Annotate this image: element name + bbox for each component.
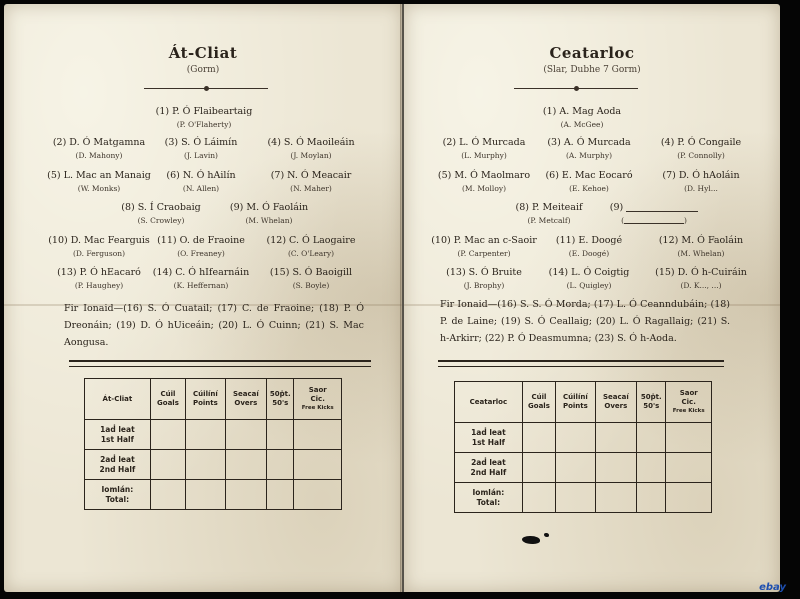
- table-cell[interactable]: [225, 480, 266, 510]
- player-1: (1) P. Ó Flaibeartaig (P. O'Flaherty): [155, 106, 253, 129]
- player-5: (5) M. Ó Maolmaro (M. Molloy): [437, 170, 531, 193]
- player-14: (14) C. Ó hIfearnáin (K. Heffernan): [152, 267, 250, 290]
- table-cell[interactable]: [522, 483, 555, 513]
- player-5: (5) L. Mac an Manaig (W. Monks): [47, 170, 151, 193]
- header-overs: Seacaí Overs: [595, 382, 636, 423]
- substitutes-list: Fir Ionaid—(16) S. Ó Cuatail; (17) C. de Fraoine; (18) P. Ó Dreonáin; (19) D. Ó hUiceáin; (20) L. Ó Cuinn; (21) S. Mac Aongusa.: [64, 303, 364, 348]
- section-divider: [69, 360, 371, 367]
- title-divider: [144, 88, 268, 89]
- ink-stain: [522, 536, 540, 544]
- table-cell[interactable]: [267, 450, 294, 480]
- player-4: (4) P. Ó Congaile (P. Connolly): [660, 137, 742, 160]
- table-cell[interactable]: [556, 453, 595, 483]
- player-14: (14) L. Ó Coigtig (L. Quigley): [548, 267, 630, 290]
- player-13: (13) S. Ó Bruite (J. Brophy): [446, 267, 522, 290]
- table-cell[interactable]: [666, 483, 712, 513]
- table-cell[interactable]: [294, 420, 342, 450]
- table-cell[interactable]: [225, 420, 266, 450]
- table-team-label: Át-Cliat: [85, 379, 151, 420]
- table-row: [455, 423, 712, 453]
- row-label: 1aḋ leat 1st Half: [85, 420, 151, 450]
- table-row: [455, 453, 712, 483]
- table-team-label: Ceatarloc: [455, 382, 523, 423]
- player-12: (12) C. Ó Laogaire (C. O'Leary): [266, 235, 356, 258]
- table-cell[interactable]: [186, 450, 225, 480]
- table-cell[interactable]: [225, 450, 266, 480]
- substitutes-list: Fir Ionaid—(16) S. S. Ó Morda; (17) L. Ó Ceanndubáin; (18) P. de Laine; (19) S. Ó Ceallaig; (20) L. Ó Ragallaig; (21) S. h-Arkirr; (22) P. Ó Deasmumna; (23) S. Ó h-Aoda.: [440, 299, 730, 344]
- player-6: (6) N. Ó hAilín (N. Allen): [166, 170, 236, 193]
- section-divider: [438, 360, 724, 367]
- table-cell[interactable]: [294, 450, 342, 480]
- table-cell[interactable]: [666, 423, 712, 453]
- table-cell[interactable]: [267, 420, 294, 450]
- table-cell[interactable]: [595, 453, 636, 483]
- right-page: [404, 4, 780, 592]
- player-2: (2) L. Ó Murcada (L. Murphy): [442, 137, 526, 160]
- player-1: (1) A. Mag Aoda (A. McGee): [542, 106, 622, 129]
- table-cell[interactable]: [595, 423, 636, 453]
- team-colours-carlow: (Slar, Dubhe 7 Gorm): [543, 65, 641, 75]
- player-13: (13) P. Ó hEacaró (P. Haughey): [57, 267, 141, 290]
- header-fifties: 50ṗt. 50's: [637, 382, 666, 423]
- header-free-kicks: Saor Cic. Free Kicks: [666, 382, 712, 423]
- player-6: (6) E. Mac Eocaró (E. Kehoe): [545, 170, 633, 193]
- table-cell[interactable]: [522, 423, 555, 453]
- row-label: 1aḋ leat 1st Half: [455, 423, 523, 453]
- row-label: 2aḋ leat 2nd Half: [455, 453, 523, 483]
- player-7: (7) N. Ó Meacair (N. Maher): [270, 170, 352, 193]
- header-points: Cúilíní Points: [556, 382, 595, 423]
- player-10: (10) P. Mac an c-Saoir (P. Carpenter): [431, 235, 537, 258]
- table-cell[interactable]: [637, 423, 666, 453]
- player-11: (11) E. Doogé (E. Doogé): [555, 235, 623, 258]
- table-cell[interactable]: [556, 423, 595, 453]
- player-15: (15) D. Ó h-Cuiráin (D. K..., ...): [655, 267, 747, 290]
- ink-stain: [544, 533, 549, 537]
- header-points: Cúilíní Points: [186, 379, 225, 420]
- team-colours-dublin: (Gorm): [186, 65, 220, 75]
- player-15: (15) S. Ó Baoigill (S. Boyle): [269, 267, 353, 290]
- table-cell[interactable]: [666, 453, 712, 483]
- table-cell[interactable]: [294, 480, 342, 510]
- title-divider: [514, 88, 638, 89]
- player-3: (3) S. Ó Láimín (J. Lavin): [164, 137, 238, 160]
- table-cell[interactable]: [150, 420, 185, 450]
- team-title-dublin: Át-Cliat: [168, 44, 238, 62]
- watermark-logo: ebay: [759, 582, 786, 593]
- table-row: [85, 450, 342, 480]
- header-free-kicks: Saor Cic. Free Kicks: [294, 379, 342, 420]
- player-10: (10) D. Mac Fearguis (D. Ferguson): [48, 235, 150, 258]
- table-cell[interactable]: [150, 450, 185, 480]
- player-2: (2) D. Ó Matgamna (D. Mahony): [52, 137, 146, 160]
- table-cell[interactable]: [637, 453, 666, 483]
- table-cell[interactable]: [637, 483, 666, 513]
- player-7: (7) D. Ó hAoláin (D. Hyl...: [662, 170, 740, 193]
- player-8: (8) S. Í Craobaig (S. Crowley): [121, 202, 201, 225]
- player-3: (3) A. Ó Murcada (A. Murphy): [547, 137, 631, 160]
- table-cell[interactable]: [556, 483, 595, 513]
- table-cell[interactable]: [267, 480, 294, 510]
- table-row: [85, 480, 342, 510]
- table-cell[interactable]: [522, 453, 555, 483]
- score-table-carlow: [454, 381, 712, 513]
- left-page: [4, 4, 402, 592]
- header-goals: Cúil Goals: [522, 382, 555, 423]
- header-goals: Cúil Goals: [150, 379, 185, 420]
- row-label: Iomlán: Total:: [455, 483, 523, 513]
- player-11: (11) O. de Fraoine (O. Freaney): [157, 235, 245, 258]
- player-8: (8) P. Meiteaif (P. Metcalf): [515, 202, 583, 225]
- player-12: (12) M. Ó Faoláin (M. Whelan): [658, 235, 744, 258]
- team-title-carlow: Ceatarloc: [549, 44, 635, 62]
- table-row: [85, 420, 342, 450]
- table-cell[interactable]: [186, 480, 225, 510]
- table-cell[interactable]: [150, 480, 185, 510]
- player-9: (9) M. Ó Faoláin (M. Whelan): [229, 202, 309, 225]
- table-cell[interactable]: [595, 483, 636, 513]
- table-row: [455, 483, 712, 513]
- row-label: Iomlán: Total:: [85, 480, 151, 510]
- header-fifties: 50ṗt. 50's: [267, 379, 294, 420]
- row-label: 2aḋ leat 2nd Half: [85, 450, 151, 480]
- score-table-dublin: [84, 378, 342, 510]
- player-9: (9) ( ): [579, 202, 729, 225]
- table-cell[interactable]: [186, 420, 225, 450]
- player-4: (4) S. Ó Maoileáin (J. Moylan): [267, 137, 355, 160]
- header-overs: Seacaí Overs: [225, 379, 266, 420]
